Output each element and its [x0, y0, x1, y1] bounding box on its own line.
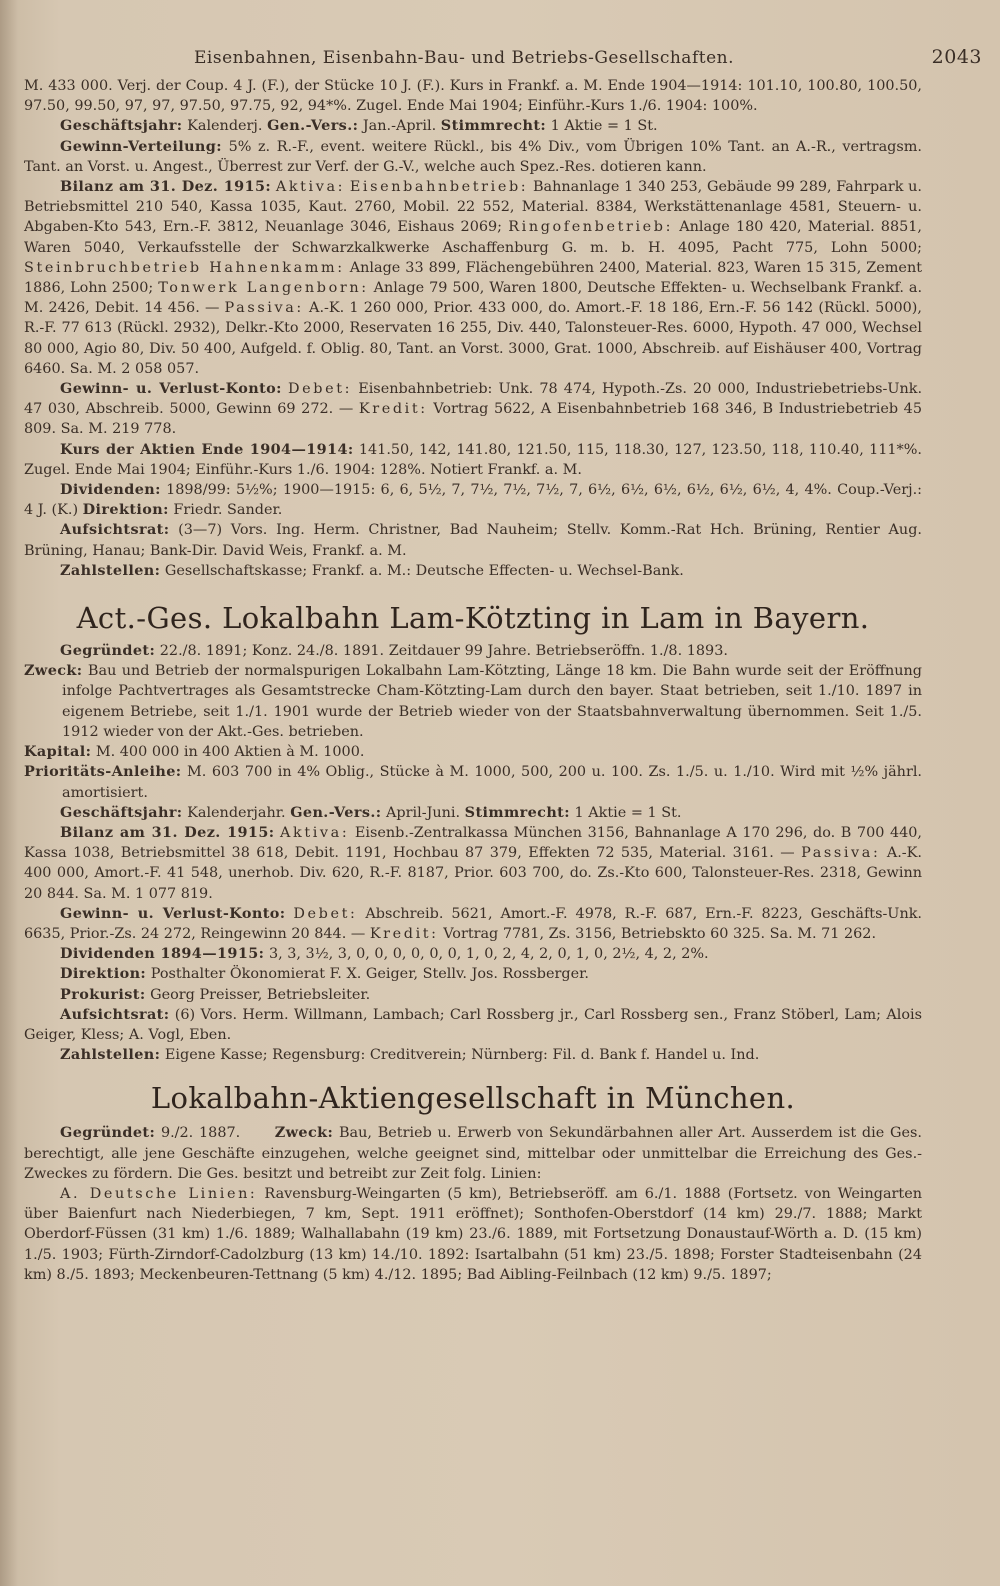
paragraph-purpose: Zweck: Bau und Betrieb der normalspurigen Lokalbahn Lam-Kötzting, Länge 18 km. Die Bahn wurde seit der Eröffnung infolge Pachtvertrages als Gesamtstrecke Cham-Kötzting-Lam durch den bayer. Staat betrieben, seit 1./10. 1897 in eigenem Betriebe, seit 1./1. 1901 wurde der Betrieb wieder von der Staatsbahnverwaltung übernommen. Seit 1./5. 1912 wieder von der Akt.-Ges. betrieben.	[24, 662, 923, 740]
paragraph-supervisory-board: Aufsichtsrat: (6) Vors. Herm. Willmann, Lambach; Carl Rossberg jr., Carl Rossberg sen., Franz Stöberl, Lam; Alois Geiger, Kless; A. Vogl, Eben.	[24, 1005, 922, 1043]
paragraph-paying-agents: Zahlstellen: Eigene Kasse; Regensburg: Creditverein; Nürnberg: Fil. d. Bank f. Handel u. Ind.	[60, 1046, 760, 1064]
running-title: Eisenbahnen, Eisenbahn-Bau- und Betriebs-Gesellschaften.	[194, 48, 734, 68]
paragraph-priority-loan: Prioritäts-Anleihe: M. 603 700 in 4% Oblig., Stücke à M. 1000, 500, 200 u. 100. Zs. 1./5. u. 1./10. Wird mit ½% jährl. amortisiert.	[24, 763, 923, 801]
paragraph-general-info: Geschäftsjahr: Kalenderj. Gen.-Vers.: Jan.-April. Stimmrecht: 1 Aktie = 1 St.	[60, 117, 658, 135]
page-number: 2043	[931, 46, 982, 68]
paragraph-dividends: Dividenden 1894—1915: 3, 3, 3½, 3, 0, 0, 0, 0, 0, 0, 1, 0, 2, 4, 2, 0, 1, 0, 2½, 4, 2, 2%.	[60, 945, 709, 963]
paragraph-profit-distribution: Gewinn-Verteilung: 5% z. R.-F., event. weitere Rückl., bis 4% Div., vom Übrigen 10% Tant. an A.-R., vertragsm. Tant. an Vorst. u. Angest., Überrest zur Verf. der G.-V., welche auch Spez.-Res. dotieren kann.	[24, 137, 922, 175]
section-lam-koetzting	[24, 641, 922, 1065]
company-title-lokalbahn-muenchen: Lokalbahn-Aktiengesellschaft in München.	[150, 1081, 796, 1116]
page-edge-shadow	[0, 0, 18, 1586]
paragraph-founded: Gegründet: 22./8. 1891; Konz. 24./8. 1891. Zeitdauer 99 Jahre. Betriebseröffn. 1./8. 1893.	[60, 642, 728, 660]
paragraph-capital: Kapital: M. 400 000 in 400 Aktien à M. 1000.	[24, 743, 365, 761]
paragraph-supervisory-board: Aufsichtsrat: (3—7) Vors. Ing. Herm. Christner, Bad Nauheim; Stellv. Komm.-Rat Hch. Brüning, Rentier Aug. Brüning, Hanau; Bank-Dir. David Weis, Frankf. a. M.	[24, 521, 922, 559]
paragraph-balance-sheet: Bilanz am 31. Dez. 1915: Aktiva: Eisenb.-Zentralkassa München 3156, Bahnanlage A 170 296, do. B 700 440, Kassa 1038, Betriebsmittel 38 618, Debit. 1191, Hochbau 87 379, Effekten 72 535, Material. 3161. — Passiva: A.-K. 400 000, Amort.-F. 41 548, unerhob. Div. 620, R.-F. 8187, Prior. 603 700, do. Zs.-Kto 600, Talonsteuer-Res. 2318, Gewinn 20 844. Sa. M. 1 077 819.	[24, 823, 922, 902]
paragraph-balance-sheet: Bilanz am 31. Dez. 1915: Aktiva: Eisenbahnbetrieb: Bahnanlage 1 340 253, Gebäude 99 289, Fahrpark u. Betriebsmittel 210 540, Kassa 1035, Kaut. 2760, Mobil. 22 552, Material. 8384, Werkstättenanlage 4581, Steuern- u. Abgaben-Kto 543, Ern.-F. 3812, Neuanlage 3046, Eishaus 2069; Ringofenbetrieb: Anlage 180 420, Material. 8851, Waren 5040, Verkaufsstelle der Schwarzkalkwerke Aschaffenburg G. m. b. H. 4095, Pacht 775, Lohn 5000; Steinbruchbetrieb Hahnenkamm: Anlage 33 899, Flächengebühren 2400, Material. 823, Waren 15 315, Zement 1886, Lohn 2500; Tonwerk Langenborn: Anlage 79 500, Waren 1800, Deutsche Effekten- u. Wechselbank Frankf. a. M. 2426, Debit. 14 456. — Passiva: A.-K. 1 260 000, Prior. 433 000, do. Amort.-F. 18 186, Ern.-F. 56 142 (Rückl. 5000), R.-F. 77 613 (Rückl. 2932), Delkr.-Kto 2000, Reservaten 16 255, Div. 440, Talonsteuer-Res. 6000, Hypoth. 47 000, Wechsel 80 000, Agio 80, Div. 50 400, Aufgeld. f. Oblig. 80, Tant. an Vorst. 3000, Grat. 1000, Abschreib. auf Eishäuser 400, Vortrag 6460. Sa. M. 2 058 057.	[24, 178, 923, 377]
paragraph-prior-loan: M. 433 000. Verj. der Coup. 4 J. (F.), der Stücke 10 J. (F.). Kurs in Frankf. a. M. Ende 1904—1914: 101.10, 100.80, 100.50, 97.50, 99.50, 97, 97, 97.50, 97.75, 92, 94*%. Zugel. Ende Mai 1904; Einführ.-Kurs 1./6. 1904: 100%.	[24, 78, 922, 115]
paragraph-general-info: Geschäftsjahr: Kalenderjahr. Gen.-Vers.: April-Juni. Stimmrecht: 1 Aktie = 1 St.	[60, 803, 682, 821]
section-continued-company	[24, 76, 922, 581]
paragraph-authorized-officer: Prokurist: Georg Preisser, Betriebsleiter.	[60, 985, 371, 1003]
paragraph-share-price: Kurs der Aktien Ende 1904—1914: 141.50, 142, 141.80, 121.50, 115, 118.30, 127, 123.50, 118, 110.40, 111*%. Zugel. Ende Mai 1904; Einführ.-Kurs 1./6. 1904: 128%. Notiert Frankf. a. M.	[24, 440, 922, 478]
paragraph-german-lines: A. Deutsche Linien: Ravensburg-Weingarten (5 km), Betriebseröff. am 6./1. 1888 (Fortsetz. von Weingarten über Baienfurt nach Niederbiegen, 7 km, Sept. 1911 eröffnet); Sonthofen-Oberstdorf (14 km) 29./7. 1888; Markt Oberdorf-Füssen (31 km) 1./6. 1889; Walhallabahn (19 km) 23./6. 1889, mit Fortsetzung Donaustauf-Wörth a. D. (15 km) 1./5. 1903; Fürth-Zirndorf-Cadolzburg (13 km) 14./10. 1892: Isartalbahn (51 km) 23./5. 1898; Forster Stadteisenbahn (24 km) 8./5. 1893; Meckenbeuren-Tettnang (5 km) 4./12. 1895; Bad Aibling-Feilnbach (12 km) 9./5. 1897;	[24, 1185, 923, 1283]
section-lokalbahn-muenchen	[24, 1123, 922, 1285]
paragraph-profit-loss: Gewinn- u. Verlust-Konto: Debet: Eisenbahnbetrieb: Unk. 78 474, Hypoth.-Zs. 20 000, Industriebetriebs-Unk. 47 030, Abschreib. 5000, Gewinn 69 272. — Kredit: Vortrag 5622, A Eisenbahnbetrieb 168 346, B Industriebetrieb 45 809. Sa. M. 219 778.	[24, 380, 923, 438]
running-header	[194, 46, 982, 76]
paragraph-profit-loss: Gewinn- u. Verlust-Konto: Debet: Abschreib. 5621, Amort.-F. 4978, R.-F. 687, Ern.-F. 8223, Geschäfts-Unk. 6635, Prior.-Zs. 24 272, Reingewinn 20 844. — Kredit: Vortrag 7781, Zs. 3156, Betriebskto 60 325. Sa. M. 71 262.	[24, 904, 923, 942]
paragraph-founded-purpose: Gegründet: 9./2. 1887. Zweck: Bau, Betrieb u. Erwerb von Sekundärbahnen aller Art. Ausserdem ist die Ges. berechtigt, alle jene Geschäfte einzugehen, welche geeignet sind, mittelbar oder unmittelbar die Erreichung des Ges.-Zweckes zu fördern. Die Ges. besitzt und betreibt zur Zeit folg. Linien:	[24, 1124, 922, 1182]
paragraph-dividends: Dividenden: 1898/99: 5½%; 1900—1915: 6, 6, 5½, 7, 7½, 7½, 7½, 7, 6½, 6½, 6½, 6½, 6½, 6½, 4, 4%. Coup.-Verj.: 4 J. (K.) Direktion: Friedr. Sander.	[24, 481, 922, 519]
company-title-lam-koetzting: Act.-Ges. Lokalbahn Lam-Kötzting in Lam in Bayern.	[76, 601, 870, 636]
paragraph-paying-agents: Zahlstellen: Gesellschaftskasse; Frankf. a. M.: Deutsche Effecten- u. Wechsel-Bank.	[60, 561, 684, 579]
paragraph-management: Direktion: Posthalter Ökonomierat F. X. Geiger, Stellv. Jos. Rossberger.	[60, 965, 590, 983]
